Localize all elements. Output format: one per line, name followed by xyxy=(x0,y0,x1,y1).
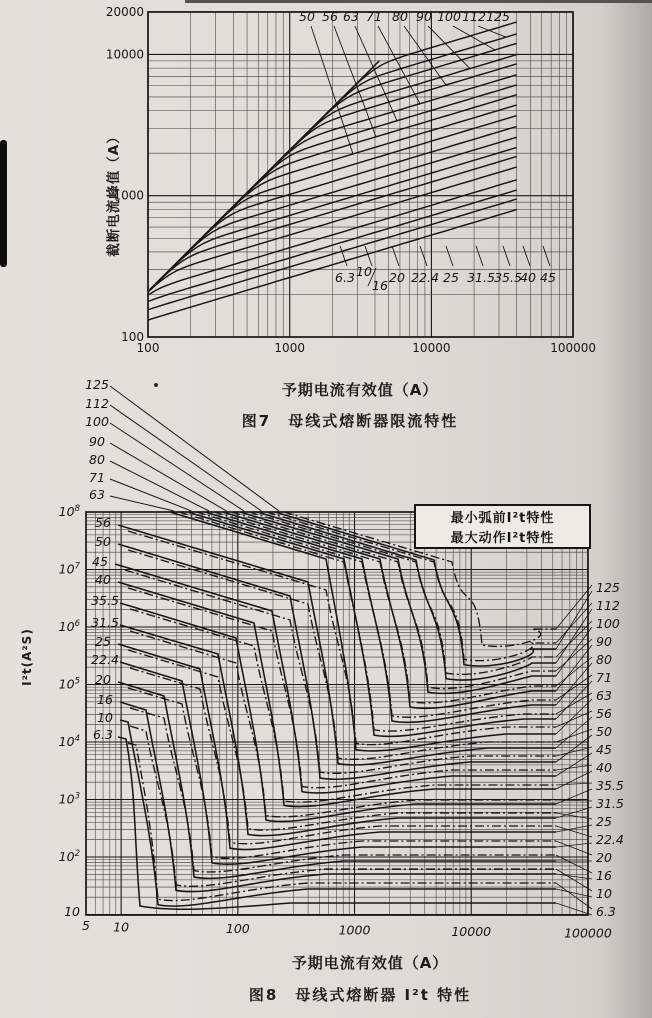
svg-text:45: 45 xyxy=(92,554,108,569)
svg-text:22.4: 22.4 xyxy=(411,270,439,285)
svg-text:31.5: 31.5 xyxy=(467,270,495,285)
svg-text:80: 80 xyxy=(596,652,612,667)
svg-text:10: 10 xyxy=(64,904,80,919)
svg-text:1000: 1000 xyxy=(113,188,144,203)
figure7-axis-tick-labels xyxy=(106,5,596,355)
svg-text:6.3: 6.3 xyxy=(93,727,113,742)
svg-text:56: 56 xyxy=(322,9,338,24)
svg-text:56: 56 xyxy=(95,515,111,530)
svg-text:5: 5 xyxy=(82,918,90,933)
svg-text:35.5: 35.5 xyxy=(91,593,119,608)
figure7-curve-labels xyxy=(299,9,556,293)
scan-artifact-dot xyxy=(154,383,158,387)
svg-text:50: 50 xyxy=(299,9,315,24)
svg-text:90: 90 xyxy=(89,434,105,449)
figure7-x-axis-label: 予期电流有效值（A） xyxy=(281,381,439,399)
svg-text:102: $10^2$ xyxy=(58,849,80,864)
svg-text:10000: 10000 xyxy=(451,924,492,939)
svg-text:10: 10 xyxy=(113,919,130,935)
svg-text:40: 40 xyxy=(520,270,536,285)
svg-text:20000: 20000 xyxy=(105,5,144,19)
svg-text:71: 71 xyxy=(366,9,382,24)
figure8-caption: 图8 母线式熔断器 I²t 特性 xyxy=(248,986,472,1004)
svg-text:56: 56 xyxy=(596,706,612,721)
svg-text:107: $10^7$ xyxy=(58,561,80,577)
svg-text:100000: 100000 xyxy=(550,341,597,355)
svg-text:40: 40 xyxy=(596,760,612,775)
svg-text:90: 90 xyxy=(596,634,612,649)
svg-text:112: 112 xyxy=(596,598,620,613)
svg-text:50: 50 xyxy=(596,724,612,739)
svg-text:40: 40 xyxy=(95,572,111,587)
svg-text:90: 90 xyxy=(416,9,432,24)
figure7-grid xyxy=(148,12,573,337)
svg-text:6.3: 6.3 xyxy=(335,270,355,285)
svg-text:63: 63 xyxy=(596,688,612,703)
svg-text:71: 71 xyxy=(596,670,612,685)
svg-text:16: 16 xyxy=(372,278,388,293)
svg-text:100: 100 xyxy=(437,9,461,24)
svg-text:16: 16 xyxy=(596,868,612,883)
svg-text:125: 125 xyxy=(486,9,510,24)
svg-text:25: 25 xyxy=(596,814,612,829)
svg-text:35.5: 35.5 xyxy=(596,778,624,793)
svg-text:10: 10 xyxy=(97,710,113,725)
legend-entry-max-operating: 最大动作I²t特性 xyxy=(450,531,555,546)
svg-text:25: 25 xyxy=(95,634,111,649)
svg-text:112: 112 xyxy=(85,396,109,411)
svg-text:1000: 1000 xyxy=(274,341,305,355)
svg-text:100: 100 xyxy=(85,414,109,429)
svg-text:105: $10^5$ xyxy=(58,676,80,692)
figure7-caption: 图7 母线式熔断器限流特性 xyxy=(241,412,459,430)
svg-text:10: 10 xyxy=(356,264,372,279)
svg-text:45: 45 xyxy=(596,742,612,757)
svg-text:10000: 10000 xyxy=(105,47,144,62)
svg-text:104: $10^4$ xyxy=(58,734,80,749)
figure8-y-axis-label: I²t(A²S) xyxy=(20,628,34,686)
legend-entry-min-prearc: 最小弧前I²t特性 xyxy=(450,511,555,526)
svg-text:103: $10^3$ xyxy=(58,791,80,807)
figure8-legend xyxy=(414,504,591,549)
svg-text:35.5: 35.5 xyxy=(494,270,522,285)
svg-text:31.5: 31.5 xyxy=(596,796,624,811)
svg-text:63: 63 xyxy=(89,487,105,502)
figure8-curves xyxy=(115,512,556,909)
svg-text:125: 125 xyxy=(85,377,109,392)
svg-text:16: 16 xyxy=(97,692,113,707)
svg-text:31.5: 31.5 xyxy=(91,615,119,630)
svg-text:50: 50 xyxy=(95,534,111,549)
svg-text:63: 63 xyxy=(343,9,359,24)
svg-text:125: 125 xyxy=(596,580,620,595)
figure7-y-axis-label: 截断电流峰值（A） xyxy=(106,129,122,257)
svg-text:22.4: 22.4 xyxy=(91,652,119,667)
svg-text:108: $10^8$ xyxy=(58,504,80,519)
svg-text:80: 80 xyxy=(392,9,408,24)
svg-text:10: 10 xyxy=(596,886,612,901)
svg-text:25: 25 xyxy=(443,270,459,285)
svg-text:112: 112 xyxy=(462,9,486,24)
svg-text:1000: 1000 xyxy=(338,922,371,938)
scan-artifact-left-bar xyxy=(0,140,7,267)
svg-text:71: 71 xyxy=(89,470,105,485)
svg-text:100: 100 xyxy=(596,616,620,631)
svg-text:20: 20 xyxy=(389,270,405,285)
svg-text:100000: 100000 xyxy=(564,925,612,941)
svg-text:100: 100 xyxy=(225,921,250,936)
svg-text:22.4: 22.4 xyxy=(596,832,624,847)
svg-text:6.3: 6.3 xyxy=(596,904,616,919)
svg-text:45: 45 xyxy=(540,270,556,285)
svg-text:80: 80 xyxy=(89,452,105,467)
svg-text:20: 20 xyxy=(596,850,612,865)
svg-text:100: 100 xyxy=(121,330,144,344)
svg-text:100: 100 xyxy=(136,341,160,355)
svg-text:10000: 10000 xyxy=(412,341,451,355)
scan-artifact-top-edge xyxy=(185,0,652,3)
figure8-x-axis-label: 予期电流有效值（A） xyxy=(291,954,449,972)
svg-text:106: $10^6$ xyxy=(58,619,80,634)
svg-text:20: 20 xyxy=(95,672,111,687)
